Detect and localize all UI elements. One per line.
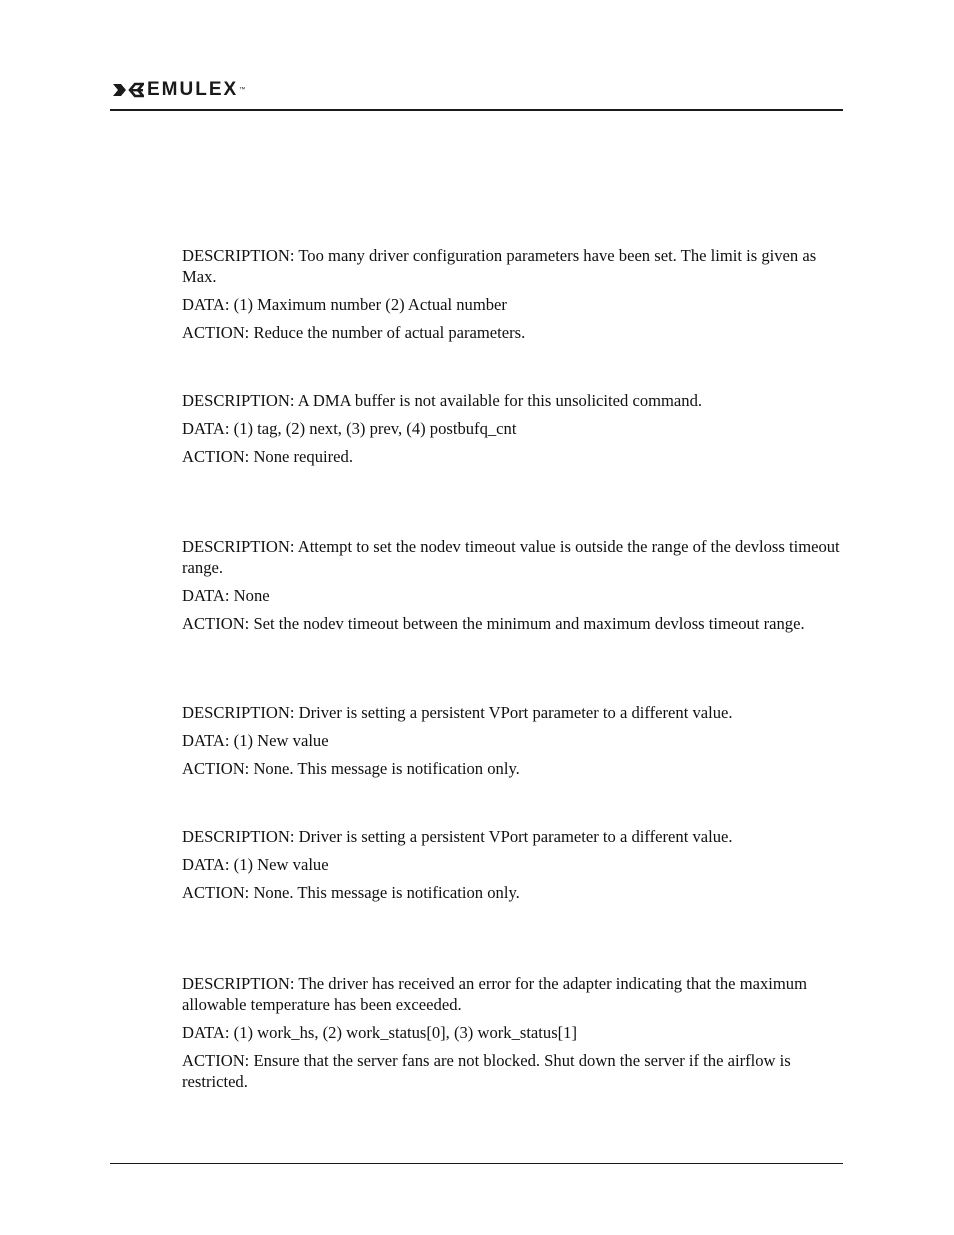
- entry-description: DESCRIPTION: The driver has received an error for the adapter indicating that the maximum allowable temperature has been exceeded.: [182, 974, 807, 1014]
- entry-data: DATA: (1) tag, (2) next, (3) prev, (4) postbufq_cnt: [182, 419, 517, 438]
- entry-action: ACTION: Ensure that the server fans are not blocked. Shut down the server if the airflow is restricted.: [182, 1051, 791, 1091]
- entry-data: DATA: (1) New value: [182, 855, 329, 874]
- message-entry: [182, 702, 844, 786]
- message-entry: [182, 536, 844, 641]
- entry-description: DESCRIPTION: Driver is setting a persistent VPort parameter to a different value.: [182, 827, 733, 846]
- emulex-logo-icon: [112, 82, 144, 98]
- footer-rule: [110, 1163, 843, 1164]
- entry-description: DESCRIPTION: Driver is setting a persistent VPort parameter to a different value.: [182, 703, 733, 722]
- logo-wordmark: EMULEX: [147, 79, 239, 100]
- entry-data: DATA: (1) work_hs, (2) work_status[0], (3) work_status[1]: [182, 1023, 578, 1042]
- entry-description: DESCRIPTION: Attempt to set the nodev timeout value is outside the range of the devloss timeout range.: [182, 537, 840, 577]
- logo-trademark: ™: [239, 87, 246, 93]
- entry-action: ACTION: Reduce the number of actual parameters.: [182, 323, 526, 342]
- entry-description: DESCRIPTION: Too many driver configuration parameters have been set. The limit is given as Max.: [182, 246, 817, 286]
- entry-action: ACTION: None. This message is notification only.: [182, 883, 520, 902]
- entry-action: ACTION: None. This message is notification only.: [182, 759, 520, 778]
- message-entry: [182, 245, 844, 350]
- entry-description: DESCRIPTION: A DMA buffer is not available for this unsolicited command.: [182, 391, 703, 410]
- message-entry: [182, 826, 844, 910]
- emulex-logo: [112, 80, 245, 100]
- entry-action: ACTION: None required.: [182, 447, 353, 466]
- entry-action: ACTION: Set the nodev timeout between the minimum and maximum devloss timeout range.: [182, 614, 805, 633]
- page-header: [110, 78, 843, 111]
- message-entry: [182, 973, 844, 1099]
- entry-data: DATA: (1) New value: [182, 731, 329, 750]
- entry-data: DATA: None: [182, 586, 270, 605]
- message-entry: [182, 390, 844, 474]
- entry-data: DATA: (1) Maximum number (2) Actual number: [182, 295, 507, 314]
